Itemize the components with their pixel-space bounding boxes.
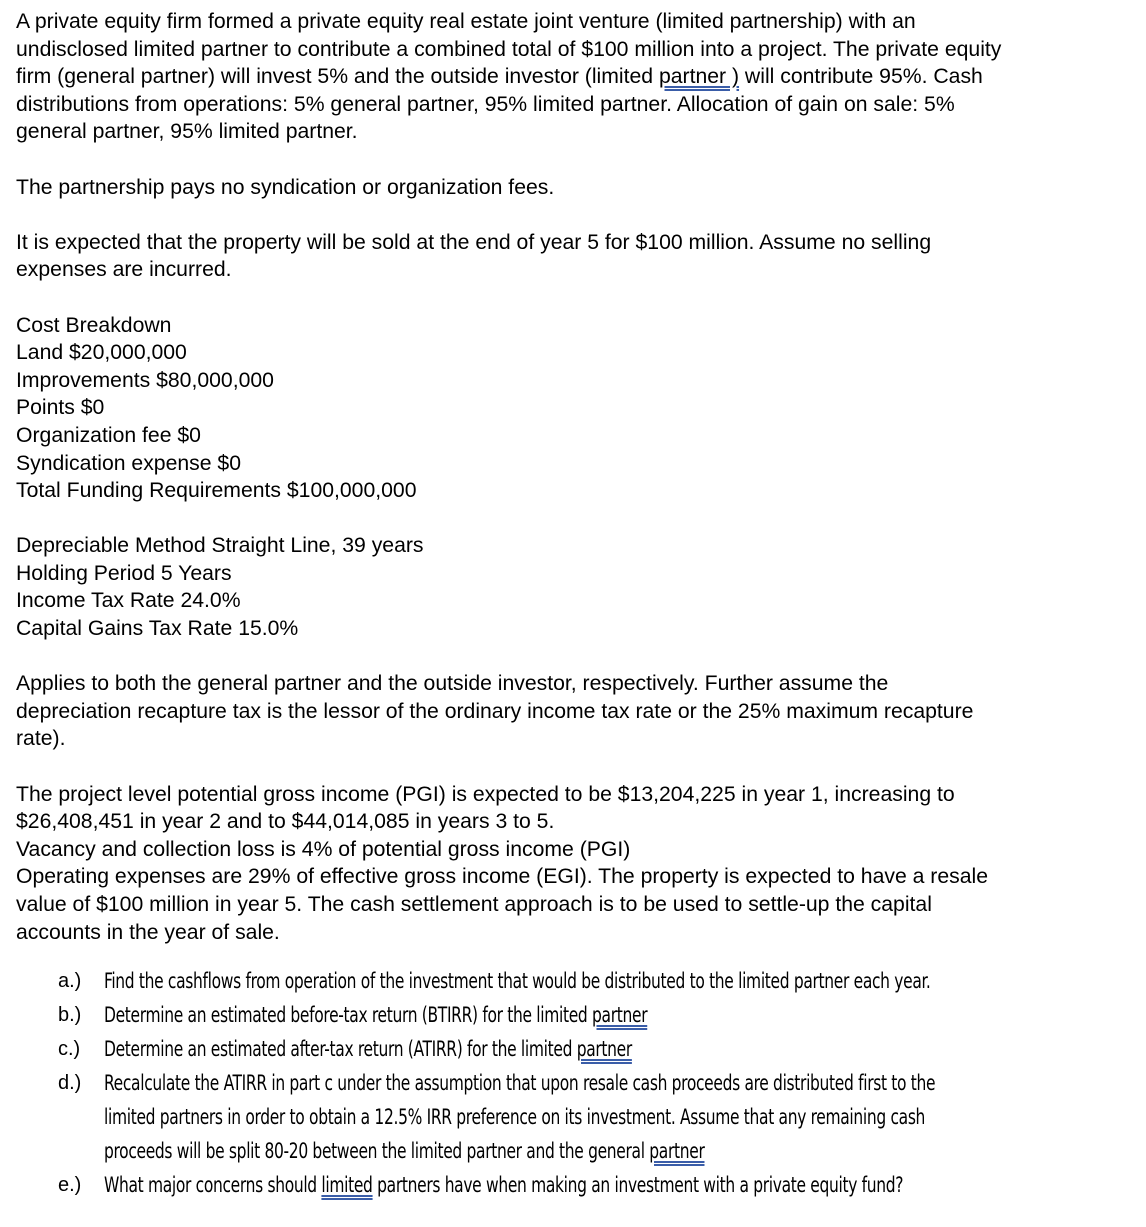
- question-c-text: [104, 1032, 1136, 1066]
- income-note-line-4: Operating expenses are 29% of effective gross income (EGI). The property is expected to have a resale: [16, 865, 989, 889]
- assumptions: [16, 532, 1136, 642]
- question-list: [16, 964, 1136, 1202]
- spacer: [16, 505, 1136, 533]
- question-marker: a.): [58, 970, 82, 993]
- cost-item-points: Points $0: [16, 396, 105, 420]
- income-note-line-6: accounts in the year of sale.: [16, 920, 280, 944]
- intro-line-1: A private equity firm formed a private equity real estate joint venture (limited partnership) with an: [16, 10, 916, 33]
- cost-item-syndication-expense: Syndication expense $0: [16, 451, 241, 475]
- question-e-text: [104, 1168, 1136, 1202]
- question-b-text-start: Determine an estimated before-tax return (BTIRR) for the limited: [104, 1003, 593, 1028]
- cost-item-total: Total Funding Requirements $100,000,000: [16, 479, 417, 503]
- question-b-text: [104, 998, 1136, 1032]
- spacer: [16, 146, 1136, 174]
- sale-note: [16, 229, 1136, 284]
- problem-document: [16, 8, 1136, 1202]
- question-e-text-end: partners have when making an investment with a private equity fund?: [372, 1173, 904, 1198]
- assumption-holding-period: Holding Period 5 Years: [16, 561, 232, 585]
- question-e-text-start: What major concerns should: [104, 1173, 322, 1198]
- question-d-line-1: Recalculate the ATIRR in part c under the assumption that upon resale cash proceeds are distributed first to the: [104, 1071, 936, 1096]
- intro-line-3: [16, 63, 1136, 91]
- cost-item-land: Land $20,000,000: [16, 341, 187, 365]
- intro-line-3-start: firm (general partner) will invest 5% and the outside investor (limited: [16, 65, 659, 89]
- cost-breakdown: [16, 312, 1136, 505]
- question-b: [58, 998, 1136, 1032]
- income-note-line-2: $26,408,451 in year 2 and to $44,014,085 in years 3 to 5.: [16, 810, 555, 834]
- question-c: [58, 1032, 1136, 1066]
- question-d-line-2: limited partners in order to obtain a 12.5% IRR preference on its investment. Assume that any remaining cash: [104, 1105, 926, 1130]
- intro-line-3-end: will contribute 95%. Cash: [739, 65, 983, 89]
- spacer: [16, 753, 1136, 781]
- question-d-line-3-start: proceeds will be split 80-20 between the limited partner and the general: [104, 1139, 650, 1164]
- question-c-text-start: Determine an estimated after-tax return (ATIRR) for the limited: [104, 1037, 577, 1062]
- assumption-depreciation: Depreciable Method Straight Line, 39 years: [16, 534, 424, 558]
- applies-note-line-1: Applies to both the general partner and the outside investor, respectively. Further assume the: [16, 672, 889, 696]
- question-marker: c.): [58, 1038, 81, 1061]
- applies-note-line-2: depreciation recapture tax is the lessor of the ordinary income tax rate or the 25% maximum recapture: [16, 699, 974, 723]
- question-c-underlined: partner: [576, 1037, 632, 1062]
- question-marker: b.): [58, 1004, 82, 1027]
- cost-item-organization-fee: Organization fee $0: [16, 423, 201, 447]
- intro-paragraph: [16, 8, 1136, 146]
- spacer: [16, 643, 1136, 671]
- assumption-income-tax: Income Tax Rate 24.0%: [16, 589, 241, 613]
- spacer: [16, 284, 1136, 312]
- income-note-line-1: The project level potential gross income (PGI) is expected to be $13,204,225 in year 1, increasing to: [16, 782, 955, 806]
- question-d-text: [104, 1066, 1136, 1168]
- question-d: [58, 1066, 1136, 1168]
- fees-note-text: The partnership pays no syndication or organization fees.: [16, 175, 555, 199]
- question-b-underlined: partner: [592, 1003, 648, 1028]
- question-d-underlined: partner: [649, 1139, 705, 1164]
- question-marker: e.): [58, 1174, 82, 1197]
- cost-item-improvements: Improvements $80,000,000: [16, 368, 274, 392]
- income-note: [16, 781, 1136, 947]
- income-note-line-3: Vacancy and collection loss is 4% of potential gross income (PGI): [16, 837, 631, 861]
- cost-breakdown-title: Cost Breakdown: [16, 313, 172, 337]
- applies-note: [16, 670, 1136, 753]
- intro-line-2: undisclosed limited partner to contribute a combined total of $100 million into a project. The private equity: [16, 37, 1002, 61]
- sale-note-line-2: expenses are incurred.: [16, 258, 232, 282]
- question-a: [58, 964, 1136, 998]
- question-d-line-3: [104, 1134, 1136, 1168]
- fees-note: [16, 174, 1136, 202]
- intro-line-4: distributions from operations: 5% general partner, 95% limited partner. Allocation of gain on sale: 5%: [16, 92, 955, 116]
- intro-line-5: general partner, 95% limited partner.: [16, 120, 358, 144]
- applies-note-line-3: rate).: [16, 727, 66, 751]
- spacer: [16, 201, 1136, 229]
- question-marker: d.): [58, 1072, 82, 1095]
- question-a-text: Find the cashflows from operation of the investment that would be distributed to the limited partner each year.: [104, 969, 931, 994]
- question-e-underlined: limited: [321, 1173, 373, 1198]
- sale-note-line-1: It is expected that the property will be sold at the end of year 5 for $100 million. Assume no selling: [16, 230, 932, 254]
- intro-line-3-underlined: partner ): [658, 65, 740, 89]
- question-e: [58, 1168, 1136, 1202]
- assumption-capital-gains-tax: Capital Gains Tax Rate 15.0%: [16, 617, 299, 641]
- income-note-line-5: value of $100 million in year 5. The cash settlement approach is to be used to settle-up the capital: [16, 893, 932, 916]
